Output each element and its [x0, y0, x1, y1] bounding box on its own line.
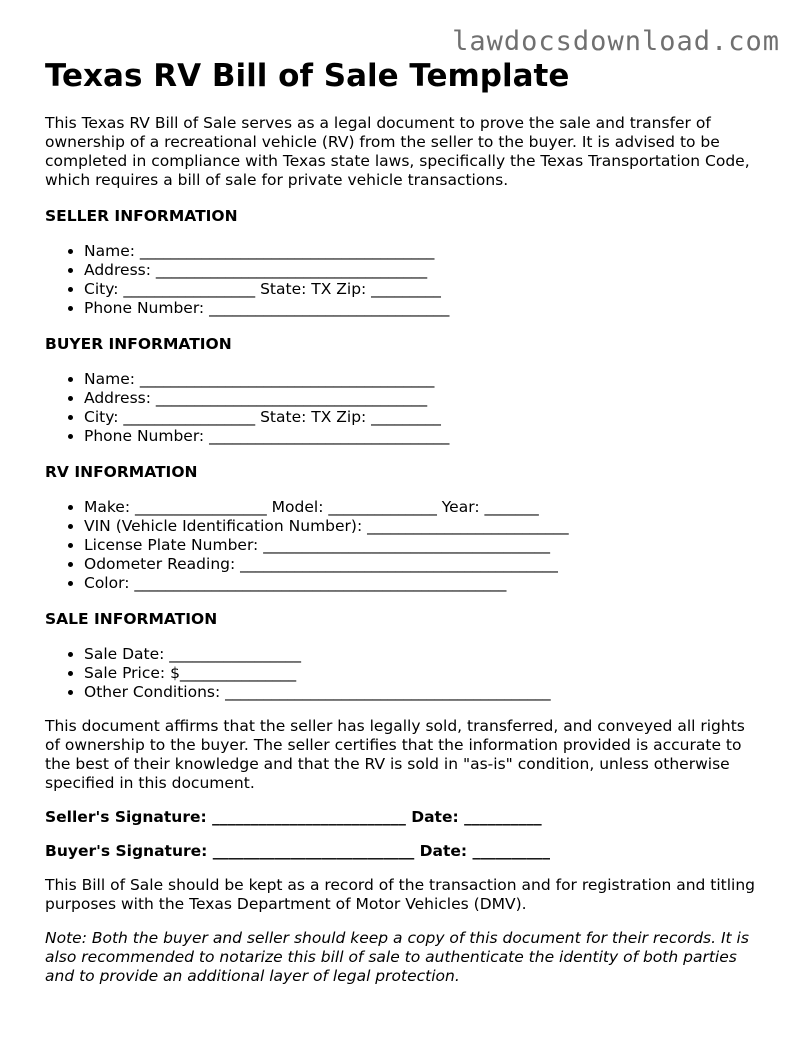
seller-phone-field: • Phone Number: _______________________________	[84, 299, 760, 318]
rv-information-heading: RV INFORMATION	[45, 463, 198, 481]
buyer-phone-field: • Phone Number: _______________________________	[84, 427, 760, 446]
sale-information-list	[45, 645, 760, 702]
seller-name-field: • Name: ______________________________________	[84, 242, 760, 261]
note-paragraph: Note: Both the buyer and seller should keep a copy of this document for their records. It is also recommended to notarize this bill of sale to authenticate the identity of both parties and to provide an additional layer of legal protection.	[45, 929, 749, 985]
sale-information-heading: SALE INFORMATION	[45, 610, 218, 628]
page-title: Texas RV Bill of Sale Template	[45, 58, 570, 94]
buyer-information-list	[45, 370, 760, 446]
seller-city-state-zip-field: • City: _________________ State: TX Zip: _________	[84, 280, 760, 299]
sale-date-field: • Sale Date: _________________	[84, 645, 760, 664]
intro-paragraph: This Texas RV Bill of Sale serves as a legal document to prove the sale and transfer of ownership of a recreational vehicle (RV) from the seller to the buyer. It is advised to be completed in compliance with Texas state laws, specifically the Texas Transportation Code, which requires a bill of sale for private vehicle transactions.	[45, 114, 750, 189]
watermark: lawdocsdownload.com	[452, 26, 780, 57]
seller-information-heading: SELLER INFORMATION	[45, 207, 238, 225]
affirmation-paragraph: This document affirms that the seller has legally sold, transferred, and conveyed all rights of ownership to the buyer. The seller certifies that the information provided is accurate to the best of their knowledge and that the RV is sold in "as-is" condition, unless otherwise specified in this document.	[45, 717, 745, 792]
other-conditions-field: • Other Conditions: __________________________________________	[84, 683, 760, 702]
sale-price-field: • Sale Price: $_______________	[84, 664, 760, 683]
rv-vin-field: • VIN (Vehicle Identification Number): __________________________	[84, 517, 760, 536]
rv-license-plate-field: • License Plate Number: _____________________________________	[84, 536, 760, 555]
seller-address-field: • Address: ___________________________________	[84, 261, 760, 280]
buyer-name-field: • Name: ______________________________________	[84, 370, 760, 389]
buyer-city-state-zip-field: • City: _________________ State: TX Zip: _________	[84, 408, 760, 427]
seller-information-list	[45, 242, 760, 318]
rv-make-model-year-field: • Make: _________________ Model: ______________ Year: _______	[84, 498, 760, 517]
buyer-information-heading: BUYER INFORMATION	[45, 335, 232, 353]
rv-odometer-field: • Odometer Reading: _________________________________________	[84, 555, 760, 574]
record-keeping-paragraph: This Bill of Sale should be kept as a record of the transaction and for registration and titling purposes with the Texas Department of Motor Vehicles (DMV).	[45, 876, 756, 913]
document-body	[45, 54, 760, 986]
buyer-address-field: • Address: ___________________________________	[84, 389, 760, 408]
buyer-signature-line: Buyer's Signature: __________________________ Date: __________	[45, 842, 550, 860]
rv-color-field: • Color: ________________________________________________	[84, 574, 760, 593]
seller-signature-line: Seller's Signature: _________________________ Date: __________	[45, 808, 542, 826]
rv-information-list	[45, 498, 760, 593]
